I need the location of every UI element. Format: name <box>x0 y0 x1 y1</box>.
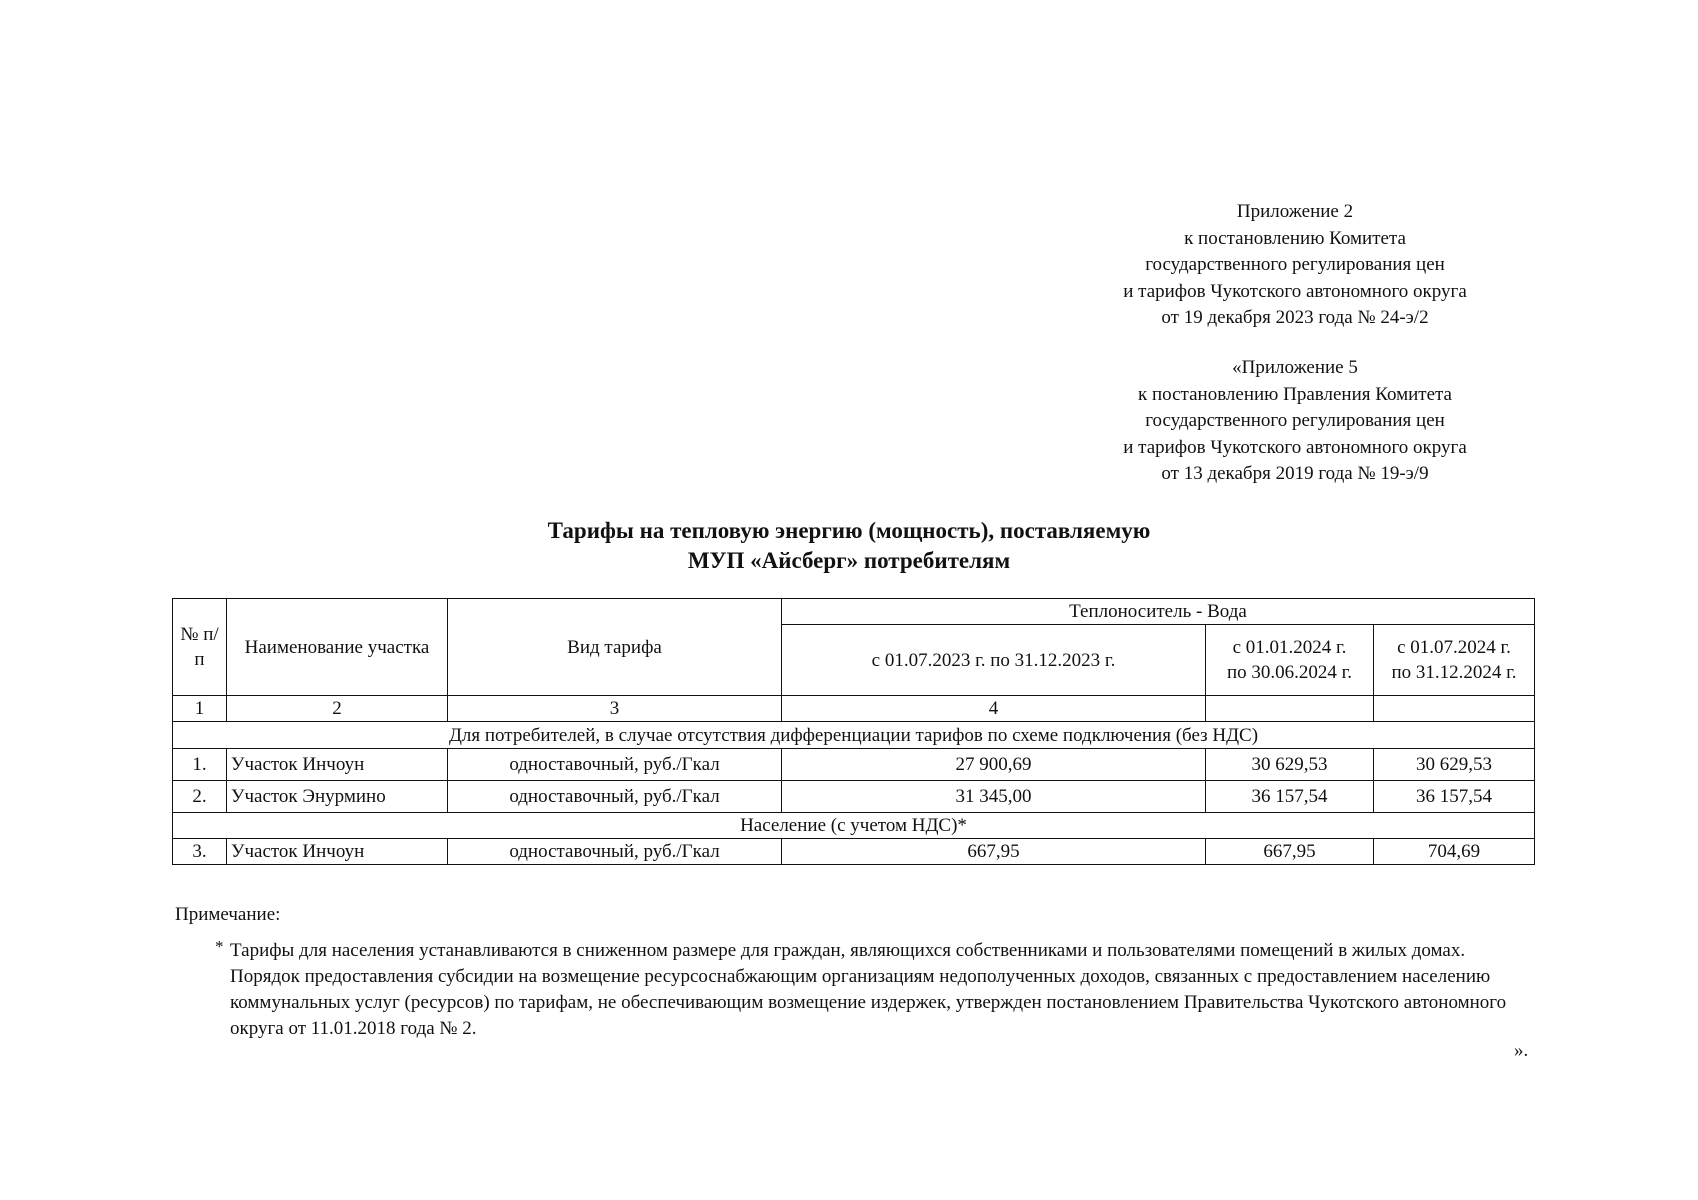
annex-header-1 <box>1095 199 1495 332</box>
row-value-period-3: 36 157,54 <box>1374 781 1535 813</box>
row-site: Участок Энурмино <box>227 781 448 813</box>
header-period-3-from: с 01.07.2024 г. <box>1397 637 1511 658</box>
title-line-2: МУП «Айсберг» потребителям <box>687 548 1011 573</box>
header-tariff-type: Вид тарифа <box>448 599 782 696</box>
note-body <box>175 938 1520 1042</box>
notes-section <box>175 902 1520 1042</box>
row-value-period-2: 30 629,53 <box>1206 749 1374 781</box>
table-row <box>173 749 1535 781</box>
annex-1-line: к постановлению Комитета <box>1184 227 1406 249</box>
note-text: Тарифы для населения устанавливаются в сниженном размере для граждан, являющихся собственниками и пользователями помещений в жилых домах. Порядок предоставления субсидии на возмещение ресурсоснабжающим организациям недополученных доходов, связанных с предоставлением населению коммунальных услуг (ресурсов) по тарифам, не обеспечивающим возмещение издержек, утвержден постановлением Правительства Чукотского автономного округа от 11.01.2018 года № 2. <box>230 940 1507 1039</box>
row-value-period-2: 667,95 <box>1206 839 1374 865</box>
annex-header-2 <box>1095 355 1495 488</box>
table-row <box>173 839 1535 865</box>
annex-1-line: государственного регулирования цен <box>1145 254 1445 275</box>
column-number: 4 <box>782 696 1206 722</box>
row-tariff-type: одноставочный, руб./Гкал <box>448 781 782 813</box>
document-title <box>0 516 1698 576</box>
column-number <box>1374 696 1535 722</box>
row-tariff-type: одноставочный, руб./Гкал <box>448 749 782 781</box>
annex-1-line: от 19 декабря 2023 года № 24-э/2 <box>1161 307 1429 328</box>
section-header-population: Население (с учетом НДС)* <box>173 813 1535 839</box>
row-site: Участок Инчоун <box>227 749 448 781</box>
header-period-3 <box>1374 625 1535 696</box>
column-number: 3 <box>448 696 782 722</box>
annex-2-line: государственного регулирования цен <box>1145 410 1445 431</box>
annex-2-line: и тарифов Чукотского автономного округа <box>1123 436 1467 458</box>
row-num: 3. <box>173 839 227 865</box>
row-site: Участок Инчоун <box>227 839 448 865</box>
header-heat-carrier: Теплоноситель - Вода <box>782 599 1535 625</box>
row-value-period-1: 27 900,69 <box>782 749 1206 781</box>
row-tariff-type: одноставочный, руб./Гкал <box>448 839 782 865</box>
row-value-period-1: 31 345,00 <box>782 781 1206 813</box>
header-period-3-to: по 31.12.2024 г. <box>1391 662 1517 683</box>
row-num: 1. <box>173 749 227 781</box>
title-line-1: Тарифы на тепловую энергию (мощность), поставляемую <box>547 518 1151 543</box>
footnote-asterisk: * <box>215 937 224 956</box>
row-value-period-3: 704,69 <box>1374 839 1535 865</box>
annex-2-line: «Приложение 5 <box>1232 357 1358 378</box>
header-num: № п/п <box>173 599 227 696</box>
row-value-period-1: 667,95 <box>782 839 1206 865</box>
header-site: Наименование участка <box>227 599 448 696</box>
section-header-consumers: Для потребителей, в случае отсутствия дифференциации тарифов по схеме подключения (без НДС) <box>173 722 1535 749</box>
annex-2-line: к постановлению Правления Комитета <box>1138 383 1452 405</box>
column-number: 2 <box>227 696 448 722</box>
table-row <box>173 781 1535 813</box>
annex-2-line: от 13 декабря 2019 года № 19-э/9 <box>1161 463 1429 484</box>
closing-quote: ». <box>1514 1040 1529 1061</box>
column-number <box>1206 696 1374 722</box>
tariff-table <box>172 598 1535 865</box>
row-value-period-3: 30 629,53 <box>1374 749 1535 781</box>
annex-1-line: Приложение 2 <box>1236 201 1354 222</box>
header-period-2 <box>1206 625 1374 696</box>
header-period-1: с 01.07.2023 г. по 31.12.2023 г. <box>782 625 1206 696</box>
annex-1-line: и тарифов Чукотского автономного округа <box>1123 280 1467 302</box>
header-period-2-from: с 01.01.2024 г. <box>1232 637 1347 658</box>
note-label: Примечание: <box>175 904 281 925</box>
header-period-2-to: по 30.06.2024 г. <box>1226 662 1353 683</box>
row-value-period-2: 36 157,54 <box>1206 781 1374 813</box>
column-number-row <box>173 696 1535 722</box>
column-number: 1 <box>173 696 227 722</box>
row-num: 2. <box>173 781 227 813</box>
